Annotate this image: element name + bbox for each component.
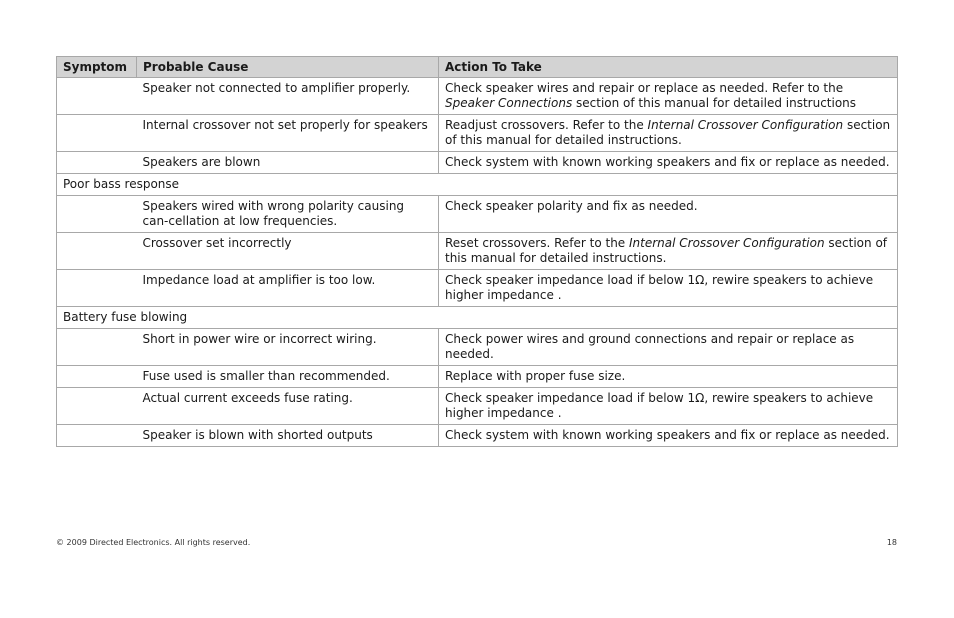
table-row bbox=[57, 270, 898, 307]
action-text: Check speaker impedance load if below 1Ω, rewire speakers to achieve higher impedance . bbox=[445, 273, 874, 302]
action-text: Check speaker wires and repair or replace as needed. Refer to the bbox=[445, 81, 844, 95]
table-row bbox=[57, 196, 898, 233]
table-header bbox=[57, 57, 898, 78]
action-cell bbox=[439, 270, 898, 307]
probable-cause-cell: Impedance load at amplifier is too low. bbox=[137, 270, 439, 307]
header-action-to-take: Action To Take bbox=[439, 57, 898, 78]
table-row bbox=[57, 366, 898, 388]
probable-cause-cell: Speakers are blown bbox=[137, 152, 439, 174]
action-text: Check system with known working speakers and fix or replace as needed. bbox=[445, 428, 890, 442]
probable-cause-cell: Short in power wire or incorrect wiring. bbox=[137, 329, 439, 366]
action-cell bbox=[439, 152, 898, 174]
action-cell bbox=[439, 115, 898, 152]
header-symptom: Symptom bbox=[57, 57, 137, 78]
symptom-label: Battery fuse blowing bbox=[57, 307, 898, 329]
action-text: section of this manual for detailed instructions bbox=[572, 96, 857, 110]
footer-page-number: 18 bbox=[886, 538, 897, 547]
action-text: section of this manual for detailed instructions. bbox=[445, 118, 891, 147]
table-row bbox=[57, 152, 898, 174]
probable-cause-cell: Actual current exceeds fuse rating. bbox=[137, 388, 439, 425]
table-row bbox=[57, 425, 898, 447]
action-text: Check power wires and ground connections and repair or replace as needed. bbox=[445, 332, 855, 361]
action-reference: Speaker Connections bbox=[445, 96, 573, 110]
action-cell bbox=[439, 366, 898, 388]
action-cell bbox=[439, 388, 898, 425]
action-reference: Internal Crossover Configuration bbox=[629, 236, 825, 250]
action-text: Readjust crossovers. Refer to the bbox=[445, 118, 648, 132]
symptom-label: Poor bass response bbox=[57, 174, 898, 196]
action-text: Replace with proper fuse size. bbox=[445, 369, 626, 383]
symptom-cell bbox=[57, 425, 137, 447]
action-text: Check speaker polarity and fix as needed. bbox=[445, 199, 698, 213]
action-text: section of this manual for detailed instructions. bbox=[445, 236, 888, 265]
action-cell bbox=[439, 425, 898, 447]
table-row bbox=[57, 329, 898, 366]
symptom-cell bbox=[57, 388, 137, 425]
action-cell bbox=[439, 329, 898, 366]
symptom-cell bbox=[57, 366, 137, 388]
symptom-cell bbox=[57, 233, 137, 270]
symptom-group-row bbox=[57, 307, 898, 329]
header-probable-cause: Probable Cause bbox=[137, 57, 439, 78]
action-reference: Internal Crossover Configuration bbox=[647, 118, 844, 132]
table-row bbox=[57, 233, 898, 270]
probable-cause-cell: Internal crossover not set properly for speakers bbox=[137, 115, 439, 152]
table-row bbox=[57, 388, 898, 425]
probable-cause-cell: Speaker not connected to amplifier properly. bbox=[137, 78, 439, 115]
symptom-cell bbox=[57, 329, 137, 366]
probable-cause-cell: Speakers wired with wrong polarity causing can-cellation at low frequencies. bbox=[137, 196, 439, 233]
table-row bbox=[57, 115, 898, 152]
probable-cause-cell: Crossover set incorrectly bbox=[137, 233, 439, 270]
symptom-cell bbox=[57, 78, 137, 115]
action-text: Check system with known working speakers and fix or replace as needed. bbox=[445, 155, 890, 169]
action-cell bbox=[439, 233, 898, 270]
troubleshooting-table bbox=[56, 56, 898, 447]
table-row bbox=[57, 78, 898, 115]
symptom-cell bbox=[57, 115, 137, 152]
symptom-cell bbox=[57, 152, 137, 174]
symptom-group-row bbox=[57, 174, 898, 196]
action-text: Check speaker impedance load if below 1Ω, rewire speakers to achieve higher impedance . bbox=[445, 391, 874, 420]
action-cell bbox=[439, 78, 898, 115]
footer-copyright: © 2009 Directed Electronics. All rights reserved. bbox=[56, 538, 251, 547]
symptom-cell bbox=[57, 270, 137, 307]
symptom-cell bbox=[57, 196, 137, 233]
probable-cause-cell: Speaker is blown with shorted outputs bbox=[137, 425, 439, 447]
probable-cause-cell: Fuse used is smaller than recommended. bbox=[137, 366, 439, 388]
table-body bbox=[57, 78, 898, 447]
header-row bbox=[57, 57, 898, 78]
action-text: Reset crossovers. Refer to the bbox=[445, 236, 629, 250]
action-cell bbox=[439, 196, 898, 233]
